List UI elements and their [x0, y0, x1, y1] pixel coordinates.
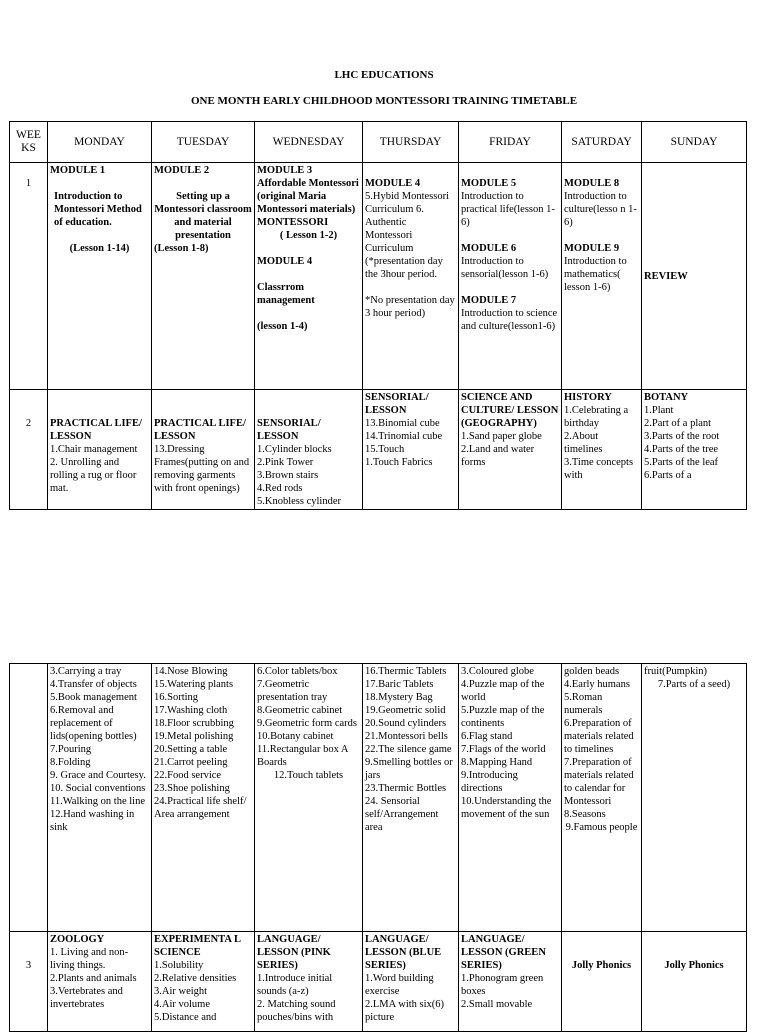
week3-thursday: LANGUAGE/ LESSON (BLUE SERIES) 1.Word building exercise 2.LMA with six(6) picture — [363, 932, 459, 1032]
col-weeks: WEE KS — [10, 122, 48, 163]
week-2-continued-row — [10, 664, 747, 932]
week2-wednesday-cont: 6.Color tablets/box 7.Geometric presentation tray 8.Geometric cabinet 9.Geometric form cards 10.Botany cabinet 11.Rectangular box A Boards 12.Touch tablets — [255, 664, 363, 932]
week3-wednesday: LANGUAGE/ LESSON (PINK SERIES) 1.Introduce initial sounds (a-z) 2. Matching sound pouches/bins with — [255, 932, 363, 1032]
week2-thursday-cont: 16.Thermic Tablets 17.Baric Tablets 18.Mystery Bag 19.Geometric solid 20.Sound cylinders 21.Montessori bells 22.The silence game 9.Smelling bottles or jars 23.Thermic Bottles 24. Sensorial self/Arrangement area — [363, 664, 459, 932]
org-title: LHC EDUCATIONS — [334, 69, 434, 81]
col-friday: FRIDAY — [459, 122, 562, 163]
week2-sunday: BOTANY 1.Plant 2.Part of a plant 3.Parts of the root 4.Parts of the tree 5.Parts of the leaf 6.Parts of a — [642, 390, 747, 510]
week-number: 1 — [10, 163, 48, 390]
week-1-row — [10, 163, 747, 390]
week2-sunday-cont: fruit(Pumpkin) 7.Parts of a seed) — [642, 664, 747, 932]
week2-friday: SCIENCE AND CULTURE/ LESSON (GEOGRAPHY) 1.Sand paper globe 2.Land and water forms — [459, 390, 562, 510]
week2-wednesday: SENSORIAL/ LESSON 1.Cylinder blocks 2.Pink Tower 3.Brown stairs 4.Red rods 5.Knobless cylinder — [255, 390, 363, 510]
week1-wednesday: MODULE 3 Affordable Montessori (original Maria Montessori materials) MONTESSORI ( Lesson 1-2) MODULE 4 Classrrom management (lesson 1-4) — [255, 163, 363, 390]
col-wednesday: WEDNESDAY — [255, 122, 363, 163]
week-2-row — [10, 390, 747, 510]
week3-tuesday: EXPERIMENTA L SCIENCE 1.Solubility 2.Relative densities 3.Air weight 4.Air volume 5.Distance and — [152, 932, 255, 1032]
week1-tuesday: MODULE 2 Setting up a Montessori classroom and material presentation (Lesson 1-8) — [152, 163, 255, 390]
week-number: 2 — [10, 390, 48, 510]
week1-friday: MODULE 5 Introduction to practical life(lesson 1-6) MODULE 6 Introduction to sensorial(lesson 1-6) MODULE 7 Introduction to science and culture(lesson1-6) — [459, 163, 562, 390]
week2-monday-cont: 3.Carrying a tray 4.Transfer of objects 5.Book management 6.Removal and replacement of lids(opening bottles) 7.Pouring 8.Folding 9. Grace and Courtesy. 10. Social conventions 11.Walking on the line 12.Hand washing in sink — [48, 664, 152, 932]
page-title: ONE MONTH EARLY CHILDHOOD MONTESSORI TRAINING TIMETABLE — [190, 95, 578, 107]
timetable-part-1 — [9, 121, 747, 510]
week3-monday: ZOOLOGY 1. Living and non-living things. 2.Plants and animals 3.Vertebrates and invertebrates — [48, 932, 152, 1032]
week2-friday-cont: 3.Coloured globe 4.Puzzle map of the world 5.Puzzle map of the continents 6.Flag stand 7.Flags of the world 8.Mapping Hand 9.Introducing directions 10.Understanding the movement of the sun — [459, 664, 562, 932]
header-row — [10, 122, 747, 163]
week2-saturday-cont: golden beads 4.Early humans 5.Roman numerals 6.Preparation of materials related to timelines 7.Preparation of materials related to calendar for Montessori 8.Seasons 9.Famous people — [562, 664, 642, 932]
week-number-empty — [10, 664, 48, 932]
week2-monday: PRACTICAL LIFE/ LESSON 1.Chair management 2. Unrolling and rolling a rug or floor mat. — [48, 390, 152, 510]
week2-thursday: SENSORIAL/ LESSON 13.Binomial cube 14.Trinomial cube 15.Touch 1.Touch Fabrics — [363, 390, 459, 510]
timetable-part-2 — [9, 663, 747, 1032]
col-saturday: SATURDAY — [562, 122, 642, 163]
week3-sunday: Jolly Phonics — [642, 932, 747, 1032]
week3-friday: LANGUAGE/ LESSON (GREEN SERIES) 1.Phonogram green boxes 2.Small movable — [459, 932, 562, 1032]
week1-thursday: MODULE 4 5.Hybid Montessori Curriculum 6. Authentic Montessori Curriculum (*presentation day the 3hour period. *No presentation day 3 hour period) — [363, 163, 459, 390]
col-monday: MONDAY — [48, 122, 152, 163]
col-thursday: THURSDAY — [363, 122, 459, 163]
week1-saturday: MODULE 8 Introduction to culture(lesso n 1-6) MODULE 9 Introduction to mathematics( lesson 1-6) — [562, 163, 642, 390]
week2-saturday: HISTORY 1.Celebrating a birthday 2.About timelines 3.Time concepts with — [562, 390, 642, 510]
week1-sunday: REVIEW — [642, 163, 747, 390]
week2-tuesday-cont: 14.Nose Blowing 15.Watering plants 16.Sorting 17.Washing cloth 18.Floor scrubbing 19.Metal polishing 20.Setting a table 21.Carrot peeling 22.Food service 23.Shoe polishing 24.Practical life shelf/ Area arrangement — [152, 664, 255, 932]
week-number: 3 — [10, 932, 48, 1032]
week1-monday: MODULE 1 Introduction to Montessori Method of education. (Lesson 1-14) — [48, 163, 152, 390]
week-3-row — [10, 932, 747, 1032]
col-tuesday: TUESDAY — [152, 122, 255, 163]
col-sunday: SUNDAY — [642, 122, 747, 163]
week2-tuesday: PRACTICAL LIFE/ LESSON 13.Dressing Frames(putting on and removing garments with front openings) — [152, 390, 255, 510]
week3-saturday: Jolly Phonics — [562, 932, 642, 1032]
